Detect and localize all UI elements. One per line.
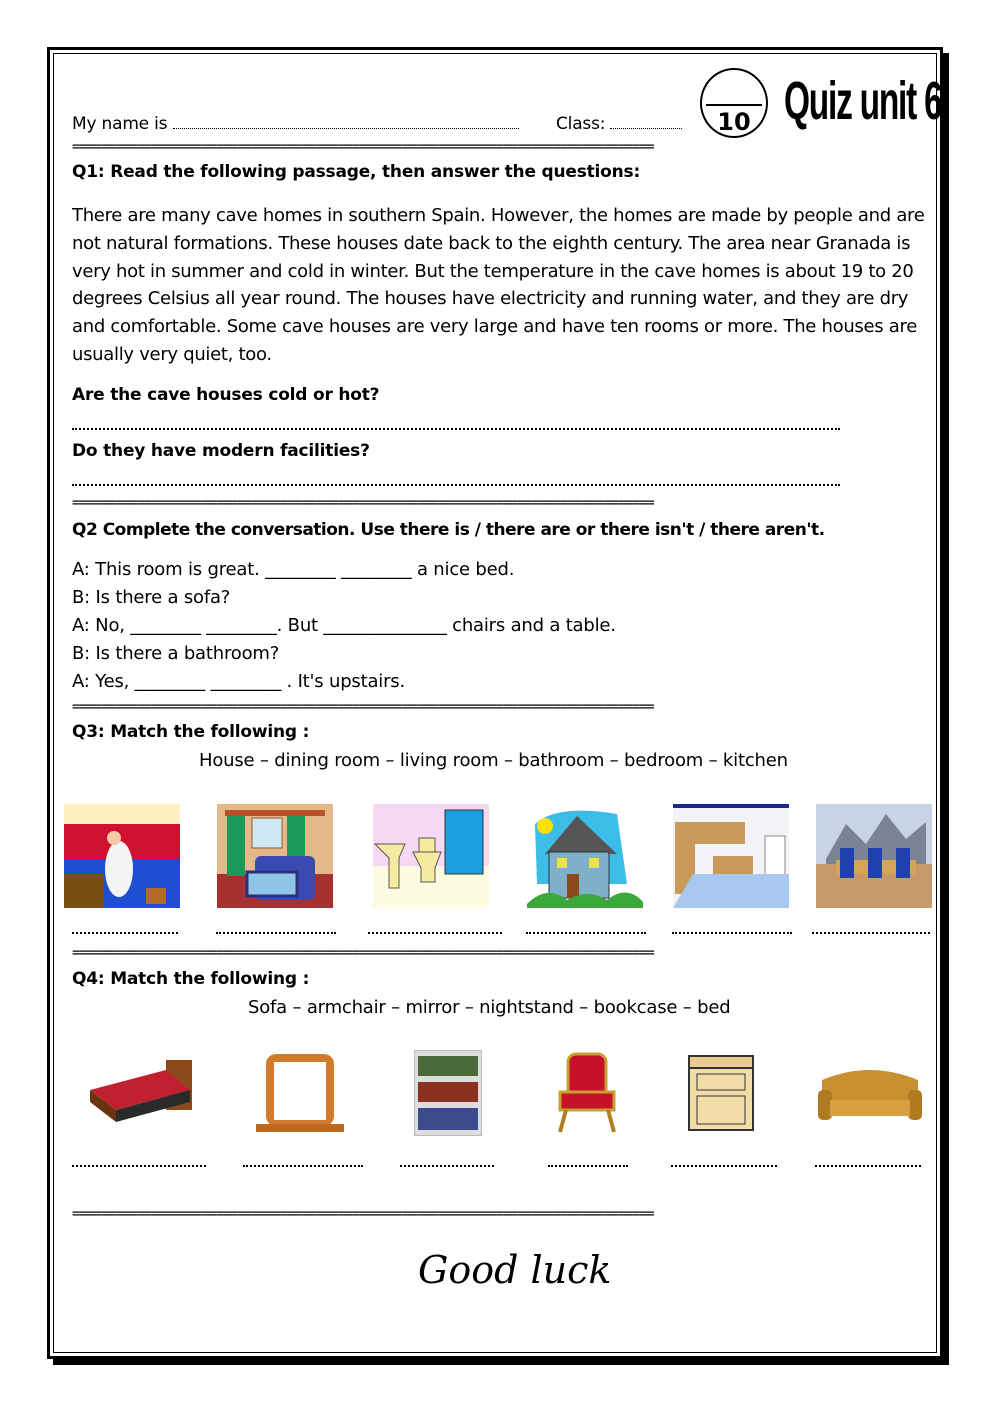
kitchen-image [673, 804, 789, 908]
q3-answer-3[interactable] [368, 932, 502, 934]
q1-question-1: Are the cave houses cold or hot? [72, 385, 380, 405]
q3-answer-4[interactable] [526, 932, 646, 934]
q3-answer-2[interactable] [216, 932, 336, 934]
q4-answer-6[interactable] [815, 1165, 921, 1167]
q2-line-4: B: Is there a bathroom? [72, 643, 280, 664]
armchair-image [554, 1050, 620, 1136]
separator: ================================================================================= [72, 700, 654, 714]
separator: ================================================================================= [72, 1207, 654, 1221]
q2-line-5[interactable]: A: Yes, ________ ________ . It's upstairs. [72, 671, 405, 692]
quiz-title: Quiz unit 6 [784, 71, 942, 131]
living-room-image [64, 804, 180, 908]
score-total: 10 [717, 108, 751, 136]
q2-heading: Q2 Complete the conversation. Use there is / there are or there isn't / there aren't. [72, 520, 825, 540]
bookcase-image [414, 1050, 482, 1136]
good-luck-text: Good luck [418, 1248, 612, 1292]
separator: ================================================================================= [72, 140, 654, 154]
q3-answer-1[interactable] [72, 932, 178, 934]
q1-heading: Q1: Read the following passage, then answer the questions: [72, 162, 641, 182]
q4-heading: Q4: Match the following : [72, 969, 310, 989]
dining-room-image [816, 804, 932, 908]
q2-line-3[interactable]: A: No, ________ ________. But ______________ chairs and a table. [72, 615, 616, 636]
class-field[interactable] [556, 114, 682, 134]
separator: ================================================================================= [72, 946, 654, 960]
q1-answer-1[interactable] [72, 428, 840, 430]
q1-answer-2[interactable] [72, 484, 840, 486]
class-label: Class: [556, 114, 606, 134]
q4-answer-4[interactable] [548, 1165, 628, 1167]
house-image [527, 804, 643, 908]
nightstand-image [685, 1050, 757, 1136]
q3-answer-6[interactable] [812, 932, 930, 934]
q4-answer-3[interactable] [400, 1165, 494, 1167]
q4-answer-1[interactable] [72, 1165, 206, 1167]
q3-heading: Q3: Match the following : [72, 722, 310, 742]
q4-word-list: Sofa – armchair – mirror – nightstand – bookcase – bed [248, 997, 731, 1018]
q3-answer-5[interactable] [672, 932, 792, 934]
q3-word-list: House – dining room – living room – bathroom – bedroom – kitchen [199, 750, 788, 771]
q2-line-1[interactable]: A: This room is great. ________ ________ a nice bed. [72, 559, 515, 580]
q4-answer-5[interactable] [671, 1165, 777, 1167]
score-circle [700, 68, 768, 138]
name-field[interactable] [72, 114, 519, 134]
bed-image [86, 1050, 196, 1136]
separator: ================================================================================= [72, 496, 654, 510]
q4-answer-2[interactable] [243, 1165, 363, 1167]
q2-line-2: B: Is there a sofa? [72, 587, 231, 608]
q1-question-2: Do they have modern facilities? [72, 441, 370, 461]
name-label: My name is [72, 114, 168, 134]
bathroom-image [373, 804, 489, 908]
sofa-image [816, 1050, 924, 1136]
q1-passage: There are many cave homes in southern Spain. However, the homes are made by people and are not natural formations. These houses date back to the eighth century. The area near Granada is very hot in summer and cold in winter. But the temperature in the cave homes is about 19 to 20 degrees Celsius all year round. The houses have electricity and running water, and they are dry and comfortable. Some cave houses are very large and have ten rooms or more. The houses are usually very quiet, too. [72, 205, 925, 365]
bedroom-image [217, 804, 333, 908]
mirror-image [254, 1050, 346, 1136]
